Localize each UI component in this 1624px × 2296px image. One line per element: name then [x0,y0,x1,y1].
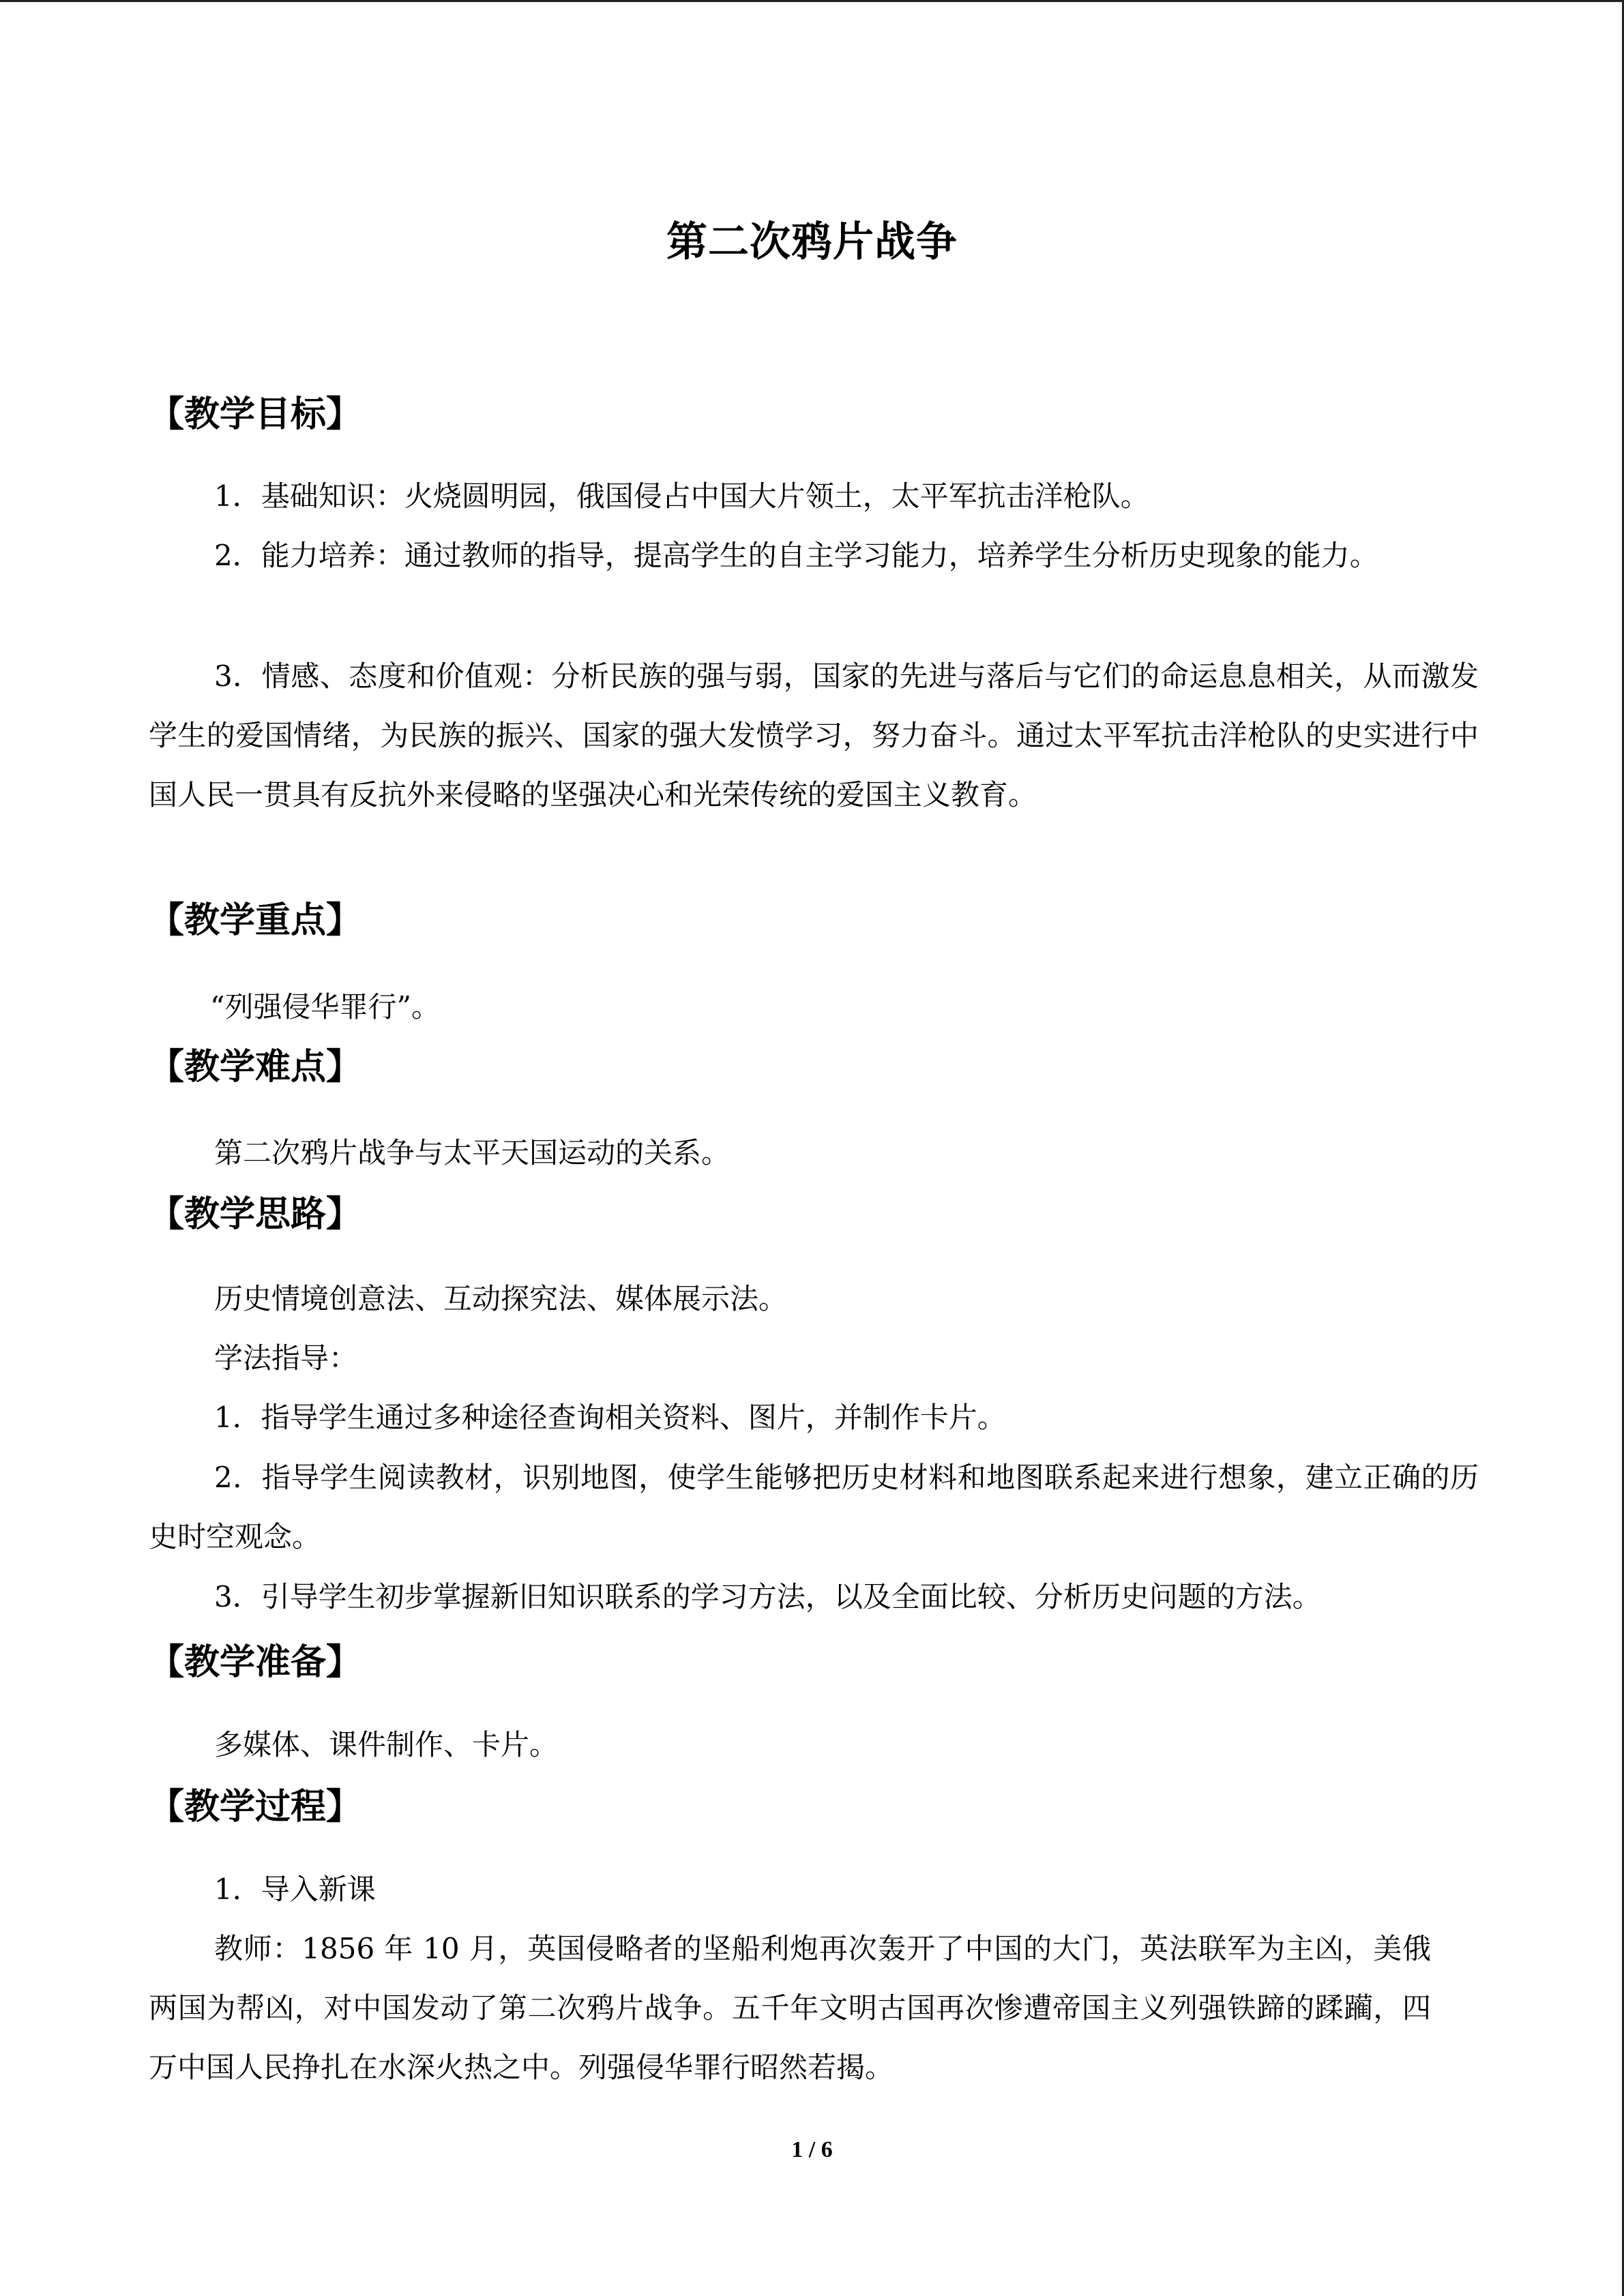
objective-item-3: 3．情感、态度和价值观：分析民族的强与弱，国家的先进与落后与它们的命运息息相关，从而激发学生的爱国情绪，为民族的振兴、国家的强大发愤学习，努力奋斗。通过太平军抗击洋枪队的史实进行中国人民一贯具有反抗外来侵略的坚强决心和光荣传统的爱国主义教育。 [149,659,1479,811]
heading-process: 【教学过程】 [149,1787,362,1828]
page-number: 1 / 6 [791,2137,833,2162]
document-title: 第二次鸦片战争 [666,218,958,266]
heading-approach: 【教学思路】 [149,1194,362,1235]
process-step-1: 1．导入新课 [214,1873,376,1906]
preparation-text: 多媒体、课件制作、卡片。 [214,1728,559,1761]
process-intro: 教师：1856 年 10 月，英国侵略者的坚船利炮再次轰开了中国的大门，英法联军为主凶，美俄两国为帮凶，对中国发动了第二次鸦片战争。五千年文明古国再次惨遭帝国主义列强铁蹄的蹂躏，四万中国人民挣扎在水深火热之中。列强侵华罪行昭然若揭。 [149,1932,1431,2084]
heading-difficulties: 【教学难点】 [149,1047,362,1088]
objective-item-1: 1．基础知识：火烧圆明园，俄国侵占中国大片领土，太平军抗击洋枪队。 [214,479,1149,513]
objective-item-2: 2．能力培养：通过教师的指导，提高学生的自主学习能力，培养学生分析历史现象的能力。 [214,539,1378,572]
heading-objectives: 【教学目标】 [149,394,362,435]
approach-methods: 历史情境创意法、互动探究法、媒体展示法。 [214,1282,788,1315]
approach-guide-label: 学法指导： [214,1341,358,1375]
key-points-text: “列强侵华罪行”。 [210,990,440,1024]
approach-item-2: 2．指导学生阅读教材，识别地图，使学生能够把历史材料和地图联系起来进行想象，建立正确的历史时空观念。 [149,1461,1479,1553]
approach-item-3: 3．引导学生初步掌握新旧知识联系的学习方法，以及全面比较、分析历史问题的方法。 [214,1580,1321,1613]
heading-preparation: 【教学准备】 [149,1642,362,1683]
heading-key-points: 【教学重点】 [149,900,362,941]
approach-item-1: 1．指导学生通过多种途径查询相关资料、图片，并制作卡片。 [214,1401,1006,1434]
difficulties-text: 第二次鸦片战争与太平天国运动的关系。 [214,1136,730,1169]
